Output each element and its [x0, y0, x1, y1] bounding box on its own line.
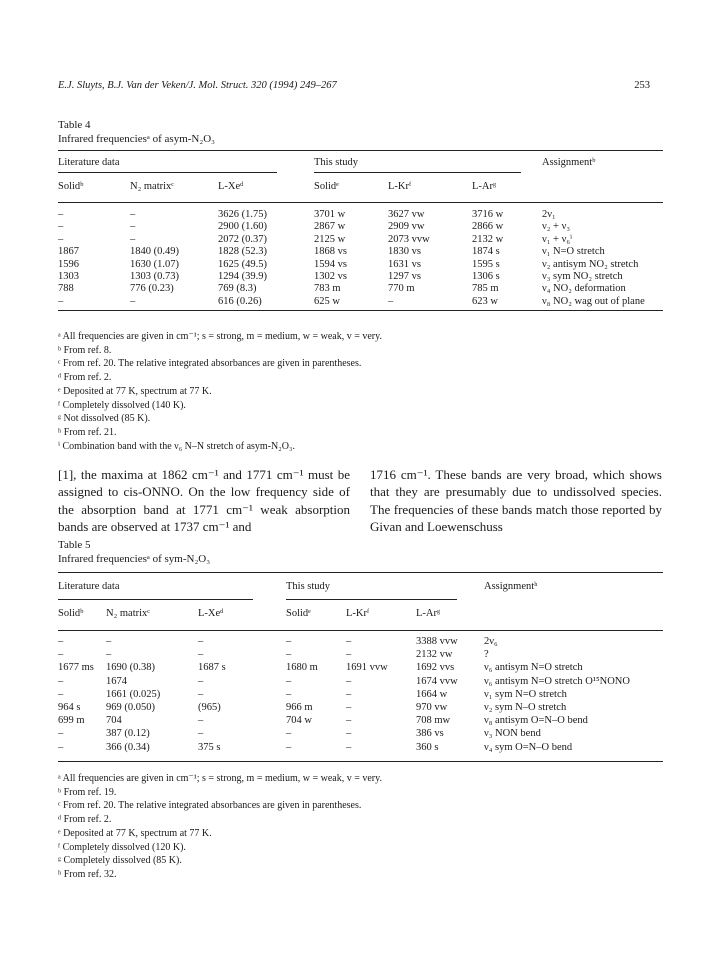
table4-cell: 1297 vs	[388, 271, 421, 282]
table5-cell: 2ν₆	[484, 636, 498, 647]
table4-cell: 623 w	[472, 295, 498, 307]
table4-group-this-study: This study	[314, 157, 359, 168]
table5-cell: –	[286, 675, 292, 687]
table5-study-rule	[286, 599, 457, 600]
table5-group-literature: Literature data	[58, 581, 120, 592]
table5-cell: 969 (0.050)	[106, 702, 155, 713]
table4-group-assignment: Assignmentᵇ	[542, 157, 596, 168]
table4-cell: 1303 (0.73)	[130, 271, 179, 282]
table5-group-this-study: This study	[286, 581, 331, 592]
table5-cell: –	[106, 636, 112, 647]
table5-cell: –	[58, 636, 64, 647]
table5-col-head: L-Arᵍ	[416, 608, 441, 619]
table4-cell: 1302 vs	[314, 271, 347, 282]
table5-footnote: ᵃ All frequencies are given in cm⁻¹; s = strong, m = medium, w = weak, v = very.	[58, 773, 382, 784]
table5-cell: 360 s	[416, 741, 439, 753]
table4-cell: 770 m	[388, 283, 415, 295]
table5-footnote: ʰ From ref. 32.	[58, 868, 117, 880]
table4-footnote: ᶠ Completely dissolved (140 K).	[58, 399, 186, 411]
table5-group-assignment: Assignmentʰ	[484, 581, 538, 592]
table4-cell: 1840 (0.49)	[130, 246, 179, 258]
table4-label: Table 4	[58, 119, 91, 131]
table5-footnote: ᵇ From ref. 19.	[58, 786, 117, 798]
citation: E.J. Sluyts, B.J. Van der Veken/J. Mol. Struct. 320 (1994) 249–267	[58, 80, 337, 91]
table5-cell: 387 (0.12)	[106, 728, 150, 740]
table5-cell: ν₄ sym O=N–O bend	[484, 741, 573, 753]
table5-col-head: Solidᵉ	[286, 608, 311, 619]
table5-cell: –	[346, 649, 352, 661]
table4-cell: 3626 (1.75)	[218, 209, 267, 220]
table5-cell: 704	[106, 715, 122, 727]
table4-cell: 788	[58, 283, 74, 295]
table5-cell: –	[198, 675, 204, 687]
table5-cell: –	[346, 715, 352, 727]
table5-cell: 1692 vvs	[416, 662, 455, 674]
table4-cell: 1828 (52.3)	[218, 246, 267, 258]
table5-cell: –	[286, 728, 292, 740]
table4-cell: ν₂ + ν₃	[542, 221, 570, 233]
table4-footnote: ᵃ All frequencies are given in cm⁻¹; s = strong, m = medium, w = weak, v = very.	[58, 331, 382, 342]
table4-cell: 2900 (1.60)	[218, 221, 267, 233]
table4-col-head: L-Arᵍ	[472, 181, 497, 192]
table4-cell: 2125 w	[314, 233, 346, 245]
table5-cell: ν₂ sym N–O stretch	[484, 702, 567, 713]
table4-cell: 625 w	[314, 295, 340, 307]
table4-cell: ν₁ N=O stretch	[542, 246, 605, 258]
table5-title: Infrared frequenciesᵃ of sym-N₂O₃	[58, 553, 211, 565]
table4-col-head: Solidᵇ	[58, 181, 84, 192]
table4-cell: ν₂ antisym NO₂ stretch	[542, 258, 639, 270]
table4-group-literature: Literature data	[58, 157, 120, 168]
table4-cell: –	[58, 295, 64, 307]
table5-literature-rule	[58, 599, 253, 600]
table4-cell: 1874 s	[472, 246, 500, 258]
table5-cell: 386 vs	[416, 728, 444, 740]
table5-header-rule	[58, 630, 663, 631]
table4-cell: 2867 w	[314, 221, 346, 233]
table5-top-rule	[58, 572, 663, 573]
table5-caption	[58, 538, 210, 566]
table5-cell: 966 m	[286, 702, 313, 713]
table5-footnote: ᵈ From ref. 2.	[58, 814, 112, 826]
table4-cell: 1630 (1.07)	[130, 258, 179, 270]
table5-cell: –	[346, 741, 352, 753]
table5-cell: 964 s	[58, 702, 81, 713]
table5-cell: –	[286, 649, 292, 661]
table4-cell: 785 m	[472, 283, 499, 295]
table5-cell: –	[58, 741, 64, 753]
table4-cell: 2073 vvw	[388, 233, 430, 245]
table4-cell: 1294 (39.9)	[218, 271, 267, 282]
table5-cell: ?	[484, 649, 489, 661]
table5-cell: –	[58, 675, 64, 687]
table5-col-head: L-Krᶠ	[346, 608, 370, 619]
table4-col-head: N₂ matrixᶜ	[130, 181, 174, 192]
table5-footnotes	[58, 772, 658, 882]
table5-footnote: ᶜ From ref. 20. The relative integrated absorbances are given in parentheses.	[58, 800, 362, 812]
table4-caption	[58, 118, 215, 146]
table4-cell: 3701 w	[314, 209, 346, 220]
table5-cell: 1687 s	[198, 662, 226, 674]
table5-label: Table 5	[58, 539, 91, 551]
table4-cell: 776 (0.23)	[130, 283, 174, 295]
table5-cell: 1677 ms	[58, 662, 94, 674]
table4-cell: ν₁ + ν₆ⁱ	[542, 233, 573, 245]
table4-cell: 1303	[58, 271, 79, 282]
table4-cell: –	[130, 221, 136, 233]
table4-cell: 1596	[58, 258, 79, 270]
table5-cell: –	[346, 702, 352, 713]
table5-cell: –	[198, 728, 204, 740]
table5-cell: ν₃ NON bend	[484, 728, 541, 740]
table5-cell: 970 vw	[416, 702, 448, 713]
table5-bottom-rule	[58, 761, 663, 762]
table4-cell: 616 (0.26)	[218, 295, 262, 307]
table4-header-rule	[58, 202, 663, 203]
table5-cell: –	[286, 636, 292, 647]
table5-col-head: N₂ matrixᶜ	[106, 608, 150, 619]
table4-cell: 783 m	[314, 283, 341, 295]
table5-col-head: L-Xeᵈ	[198, 608, 224, 619]
table5-cell: –	[198, 688, 204, 700]
table4	[58, 150, 663, 326]
table4-cell: –	[388, 295, 394, 307]
table4-col-head: L-Xeᵈ	[218, 181, 244, 192]
table4-cell: 1867	[58, 246, 79, 258]
table5-footnote: ᵉ Deposited at 77 K, spectrum at 77 K.	[58, 827, 212, 839]
table4-cell: 2ν₁	[542, 209, 556, 220]
table4-cell: 2072 (0.37)	[218, 233, 267, 245]
table4-cell: 1868 vs	[314, 246, 347, 258]
table4-cell: 2132 w	[472, 233, 504, 245]
table4-title: Infrared frequenciesᵃ of asym-N₂O₃	[58, 133, 215, 145]
table4-cell: 3627 vw	[388, 209, 425, 220]
table4-cell: 2909 vw	[388, 221, 425, 233]
table4-footnote: ᵉ Deposited at 77 K, spectrum at 77 K.	[58, 385, 212, 397]
table5-cell: 375 s	[198, 741, 221, 753]
table4-col-head: L-Krᶠ	[388, 181, 412, 192]
table4-cell: 1594 vs	[314, 258, 347, 270]
table4-col-head: Solidᵉ	[314, 181, 339, 192]
table5-cell: 1674 vvw	[416, 675, 458, 687]
table4-cell: ν₄ NO₂ deformation	[542, 283, 626, 295]
table4-cell: 1306 s	[472, 271, 500, 282]
table4-top-rule	[58, 150, 663, 151]
table5-cell: –	[198, 636, 204, 647]
table4-cell: 1595 s	[472, 258, 500, 270]
table5-footnote: ᵍ Completely dissolved (85 K).	[58, 855, 182, 867]
table5-cell: 1661 (0.025)	[106, 688, 161, 700]
table5-cell: 1664 w	[416, 688, 448, 700]
table4-cell: –	[58, 209, 64, 220]
table5-cell: 3388 vvw	[416, 636, 458, 647]
table5-cell: ν₈ antisym O=N–O bend	[484, 715, 588, 727]
table4-cell: –	[130, 233, 136, 245]
table4-cell: 1631 vs	[388, 258, 421, 270]
table5-cell: ν₆ antisym N=O stretch	[484, 662, 583, 674]
table4-footnote: ⁱ Combination band with the ν₆ N–N stretch of asym-N₂O₃.	[58, 440, 295, 452]
table5	[58, 572, 663, 768]
table4-cell: 3716 w	[472, 209, 504, 220]
table4-cell: ν₈ NO₂ wag out of plane	[542, 295, 645, 307]
running-head	[58, 80, 650, 96]
table5-cell: 1674	[106, 675, 127, 687]
body-text-right: 1716 cm⁻¹. These bands are very broad, which shows that they are presumably due to undissolved species. The frequencies of these bands match those reported by Givan and Loewenschuss	[370, 467, 662, 534]
body-text-left: [1], the maxima at 1862 cm⁻¹ and 1771 cm⁻¹ must be assigned to cis-ONNO. On the low frequency side of the absorption band at 1771 cm⁻¹ weak absorption bands are observed at 1737 cm⁻¹ and	[58, 467, 350, 534]
table4-literature-rule	[58, 172, 277, 173]
table5-cell: –	[286, 688, 292, 700]
table5-cell: 708 mw	[416, 715, 451, 727]
table4-cell: 1830 vs	[388, 246, 421, 258]
table5-cell: 699 m	[58, 715, 85, 727]
table4-footnote: ᵍ Not dissolved (85 K).	[58, 413, 151, 425]
table4-cell: 1625 (49.5)	[218, 258, 267, 270]
table4-cell: 2866 w	[472, 221, 504, 233]
table5-cell: 1690 (0.38)	[106, 662, 155, 674]
page-number: 253	[634, 80, 650, 91]
table5-cell: –	[346, 728, 352, 740]
table5-cell: ν₆ antisym N=O stretch O¹⁵NONO	[484, 675, 630, 687]
table5-cell: –	[58, 688, 64, 700]
table5-cell: 1691 vvw	[346, 662, 388, 674]
table4-bottom-rule	[58, 310, 663, 311]
table4-footnote: ʰ From ref. 21.	[58, 426, 117, 438]
table4-cell: –	[130, 295, 136, 307]
table4-cell: –	[130, 209, 136, 220]
table4-footnote: ᶜ From ref. 20. The relative integrated absorbances are given in parentheses.	[58, 358, 362, 370]
table5-footnote: ᶠ Completely dissolved (120 K).	[58, 841, 186, 853]
table4-footnote: ᵈ From ref. 2.	[58, 372, 112, 384]
table5-cell: 704 w	[286, 715, 312, 727]
table4-footnotes	[58, 330, 658, 453]
table4-cell: 769 (8.3)	[218, 283, 257, 295]
table5-cell: ν₁ sym N=O stretch	[484, 688, 567, 700]
table5-cell: –	[346, 688, 352, 700]
table5-col-head: Solidᵇ	[58, 608, 84, 619]
table4-cell: –	[58, 221, 64, 233]
table5-cell: 366 (0.34)	[106, 741, 150, 753]
table5-cell: –	[106, 649, 112, 661]
table5-cell: –	[198, 649, 204, 661]
table4-study-rule	[314, 172, 521, 173]
table4-cell: –	[58, 233, 64, 245]
table5-cell: (965)	[198, 702, 221, 713]
table5-cell: –	[58, 728, 64, 740]
table5-cell: –	[198, 715, 204, 727]
table4-footnote: ᵇ From ref. 8.	[58, 344, 112, 356]
table5-cell: –	[286, 741, 292, 753]
table5-cell: 1680 m	[286, 662, 318, 674]
table5-cell: –	[346, 636, 352, 647]
table5-cell: –	[346, 675, 352, 687]
table4-cell: ν₃ sym NO₂ stretch	[542, 271, 623, 282]
table5-cell: –	[58, 649, 64, 661]
table5-cell: 2132 vw	[416, 649, 453, 661]
